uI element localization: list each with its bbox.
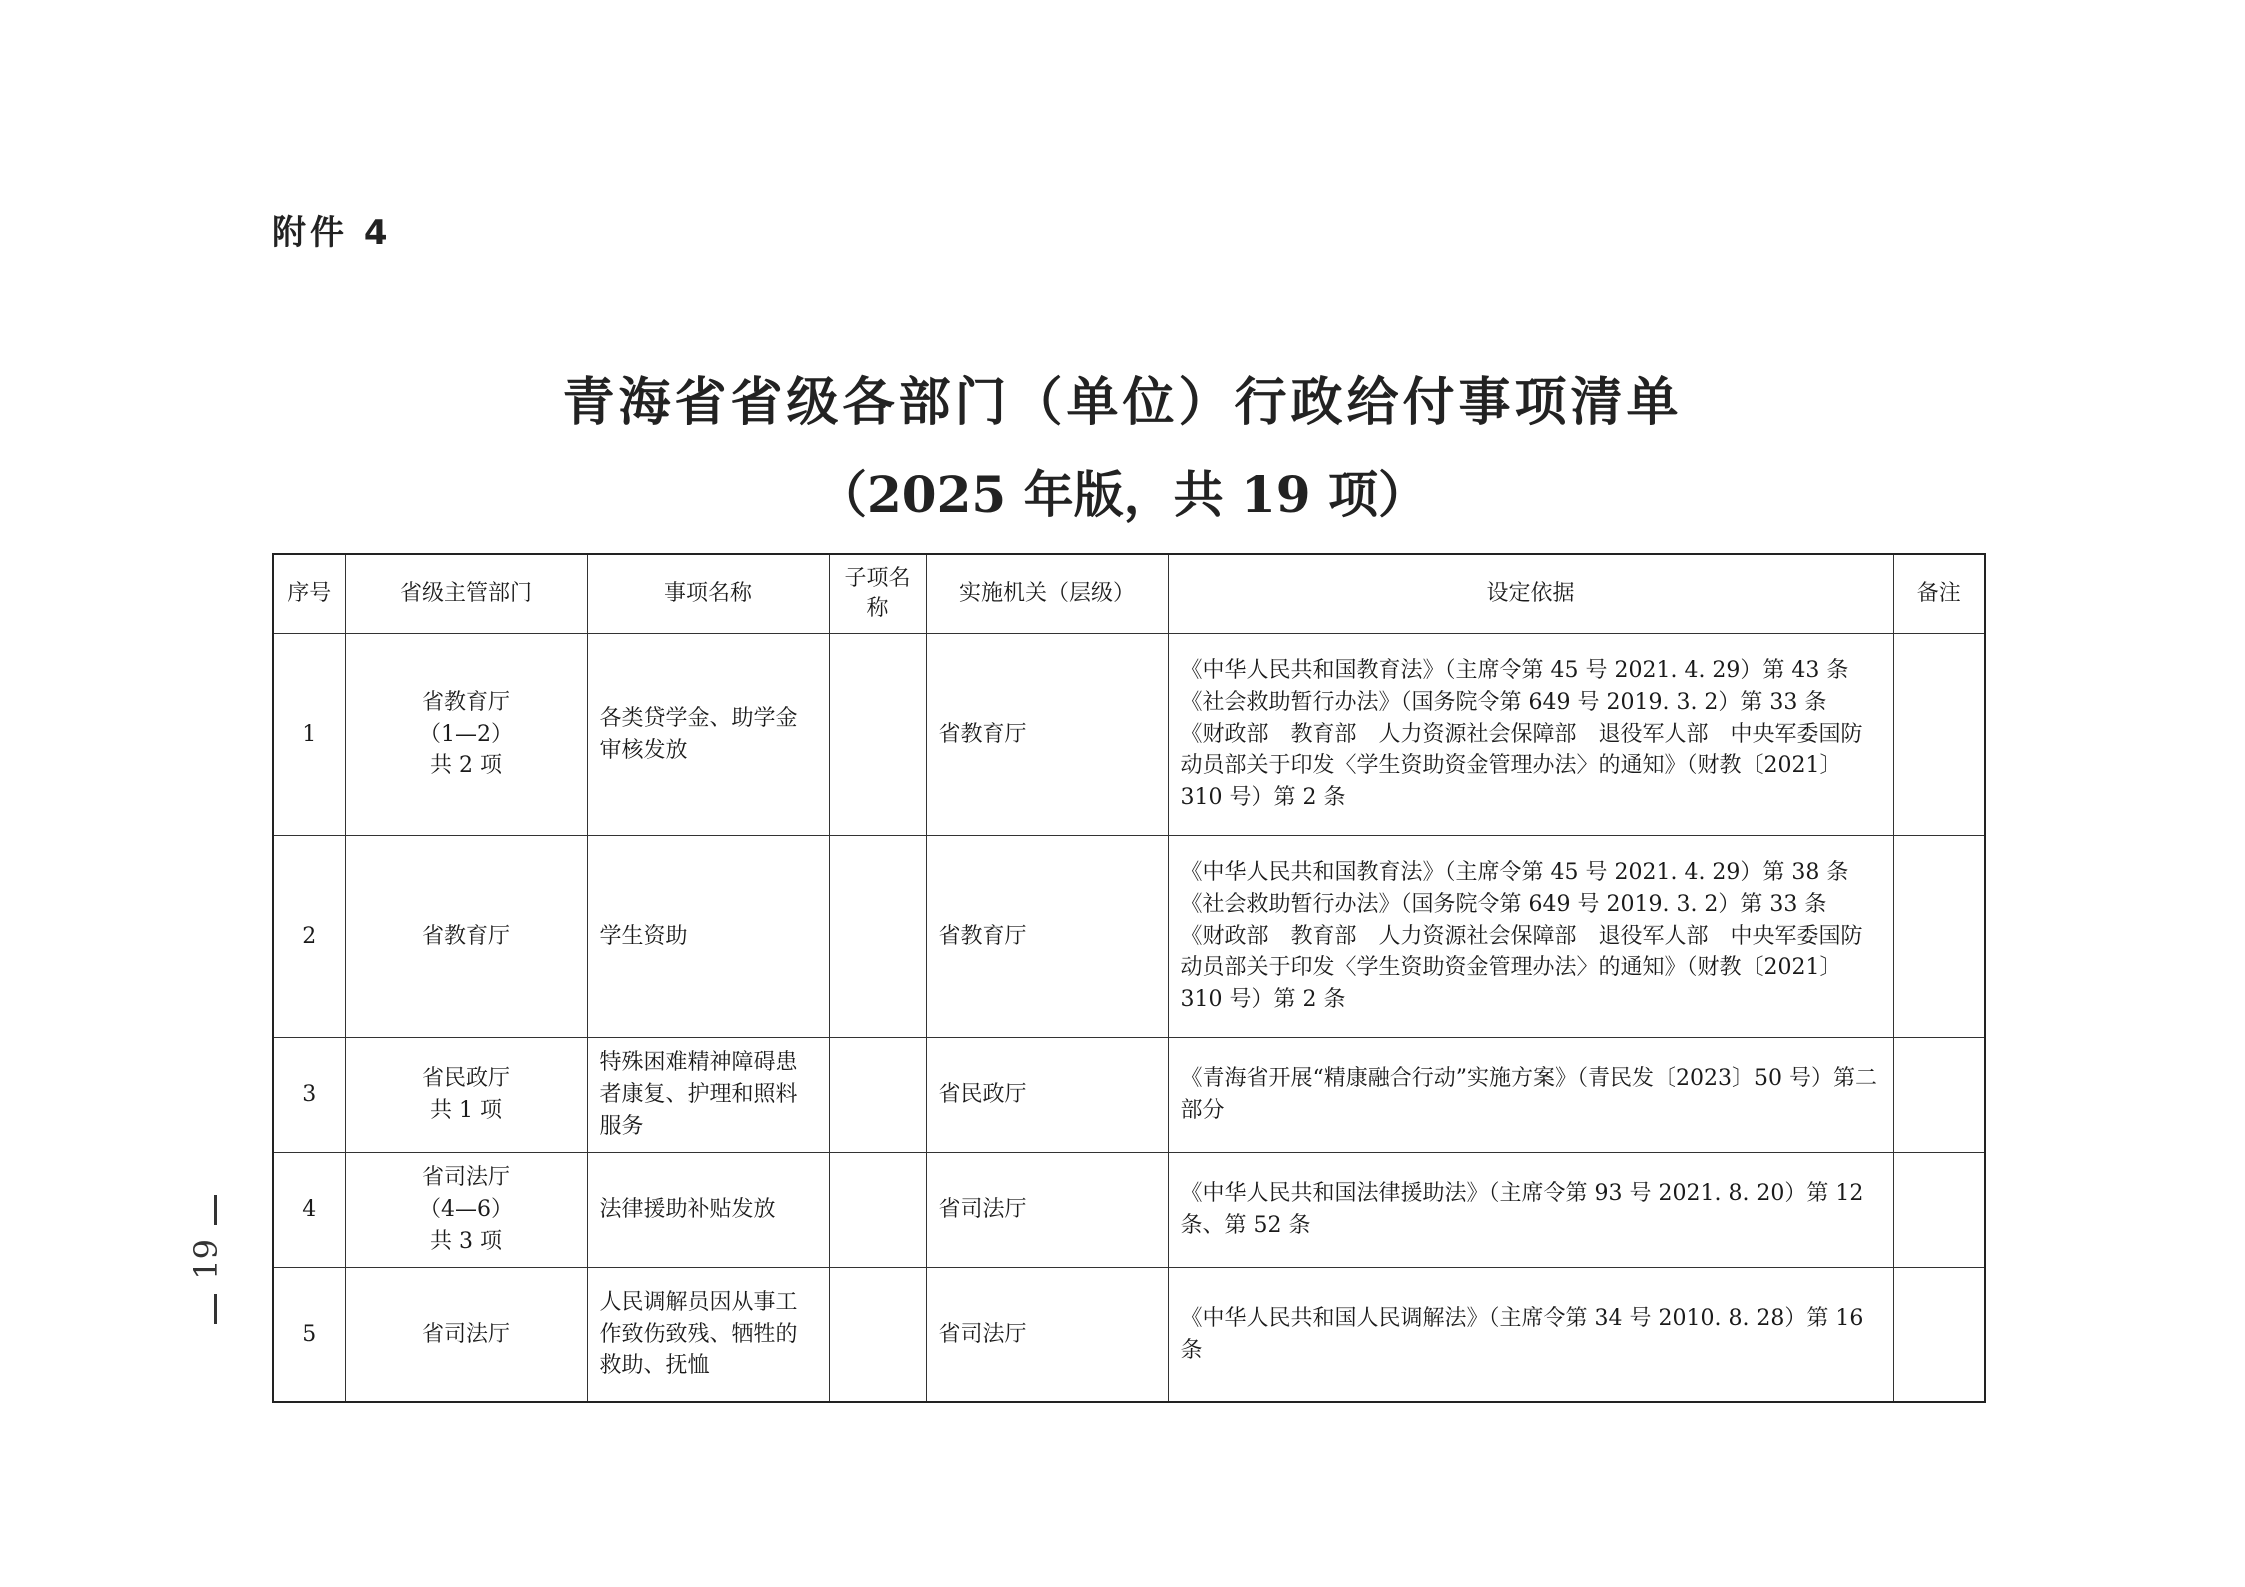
header-seq: 序号 (273, 554, 345, 634)
cell-subitem (829, 836, 926, 1038)
cell-dept (345, 1038, 587, 1153)
header-dept: 省级主管部门 (345, 554, 587, 634)
cell-remark (1893, 1038, 1985, 1153)
cell-seq: 1 (273, 634, 345, 836)
table-row (273, 1268, 1985, 1403)
cell-subitem (829, 1268, 926, 1403)
cell-seq: 3 (273, 1038, 345, 1153)
table-row (273, 634, 1985, 836)
cell-remark (1893, 1153, 1985, 1268)
header-basis: 设定依据 (1168, 554, 1893, 634)
cell-remark (1893, 634, 1985, 836)
table-row (273, 1153, 1985, 1268)
basis-line: 《中华人民共和国教育法》（主席令第 45 号 2021. 4. 29）第 38 条 (1180, 859, 1849, 885)
dept-line: （4—6） (419, 1197, 513, 1223)
cell-item: 学生资助 (587, 836, 829, 1038)
header-subitem: 子项名称 (829, 554, 926, 634)
basis-line: 《财政部 教育部 人力资源社会保障部 退役军人部 中央军委国防动员部关于印发〈学生资助资金管理办法〉的通知》（财教〔2021〕310 号）第 2 条 (1180, 923, 1863, 1013)
cell-seq: 5 (273, 1268, 345, 1403)
cell-agency: 省教育厅 (926, 634, 1168, 836)
table-header-row (273, 554, 1985, 634)
document-title: 青海省省级各部门（单位）行政给付事项清单 (562, 372, 1683, 433)
cell-item: 人民调解员因从事工作致伤致残、牺牲的救助、抚恤 (587, 1268, 829, 1403)
dept-line: 省教育厅 (421, 689, 510, 715)
cell-basis (1168, 1153, 1893, 1268)
cell-agency: 省教育厅 (926, 836, 1168, 1038)
basis-line: 《社会救助暂行办法》（国务院令第 649 号 2019. 3. 2）第 33 条 (1180, 891, 1827, 917)
cell-seq: 2 (273, 836, 345, 1038)
cell-subitem (829, 634, 926, 836)
cell-item: 法律援助补贴发放 (587, 1153, 829, 1268)
dept-line: 省民政厅 (421, 1066, 510, 1092)
dept-line: 共 2 项 (430, 753, 502, 779)
cell-subitem (829, 1038, 926, 1153)
dept-line: 共 3 项 (430, 1228, 502, 1254)
cell-remark (1893, 836, 1985, 1038)
cell-agency: 省司法厅 (926, 1153, 1168, 1268)
basis-line: 《中华人民共和国教育法》（主席令第 45 号 2021. 4. 29）第 43 条 (1180, 657, 1849, 683)
cell-item: 各类贷学金、助学金审核发放 (587, 634, 829, 836)
dept-line: 省司法厅 (421, 1165, 510, 1191)
header-item: 事项名称 (587, 554, 829, 634)
cell-basis (1168, 634, 1893, 836)
dept-line: （1—2） (419, 721, 513, 747)
basis-line: 《财政部 教育部 人力资源社会保障部 退役军人部 中央军委国防动员部关于印发〈学生资助资金管理办法〉的通知》（财教〔2021〕310 号）第 2 条 (1180, 721, 1863, 811)
table-row (273, 836, 1985, 1038)
cell-dept (345, 1268, 587, 1403)
page-number-dash-top (214, 1195, 217, 1225)
cell-dept (345, 634, 587, 836)
table-row (273, 1038, 1985, 1153)
document-subtitle: （2025 年版，共 19 项） (817, 465, 1428, 524)
header-remark: 备注 (1893, 554, 1985, 634)
cell-basis (1168, 836, 1893, 1038)
attachment-label: 附件 4 (272, 213, 392, 253)
basis-line: 《青海省开展“精康融合行动”实施方案》（青民发〔2023〕50 号）第二部分 (1180, 1066, 1877, 1123)
page-number-dash-bottom (214, 1294, 217, 1324)
cell-dept (345, 836, 587, 1038)
page-number-value: 19 (187, 1239, 225, 1280)
dept-line: 省教育厅 (421, 923, 510, 949)
basis-line: 《社会救助暂行办法》（国务院令第 649 号 2019. 3. 2）第 33 条 (1180, 689, 1827, 715)
cell-item: 特殊困难精神障碍患者康复、护理和照料服务 (587, 1038, 829, 1153)
cell-remark (1893, 1268, 1985, 1403)
cell-agency: 省民政厅 (926, 1038, 1168, 1153)
item-list-table (272, 553, 1986, 1403)
cell-basis (1168, 1038, 1893, 1153)
cell-agency: 省司法厅 (926, 1268, 1168, 1403)
cell-basis (1168, 1268, 1893, 1403)
basis-line: 《中华人民共和国法律援助法》（主席令第 93 号 2021. 8. 20）第 12 条、第 52 条 (1180, 1181, 1864, 1238)
cell-subitem (829, 1153, 926, 1268)
dept-line: 省司法厅 (421, 1321, 510, 1347)
page-number (187, 1195, 240, 1324)
cell-seq: 4 (273, 1153, 345, 1268)
header-agency: 实施机关（层级） (926, 554, 1168, 634)
cell-dept (345, 1153, 587, 1268)
basis-line: 《中华人民共和国人民调解法》（主席令第 34 号 2010. 8. 28）第 16 条 (1180, 1305, 1864, 1363)
dept-line: 共 1 项 (430, 1098, 502, 1123)
